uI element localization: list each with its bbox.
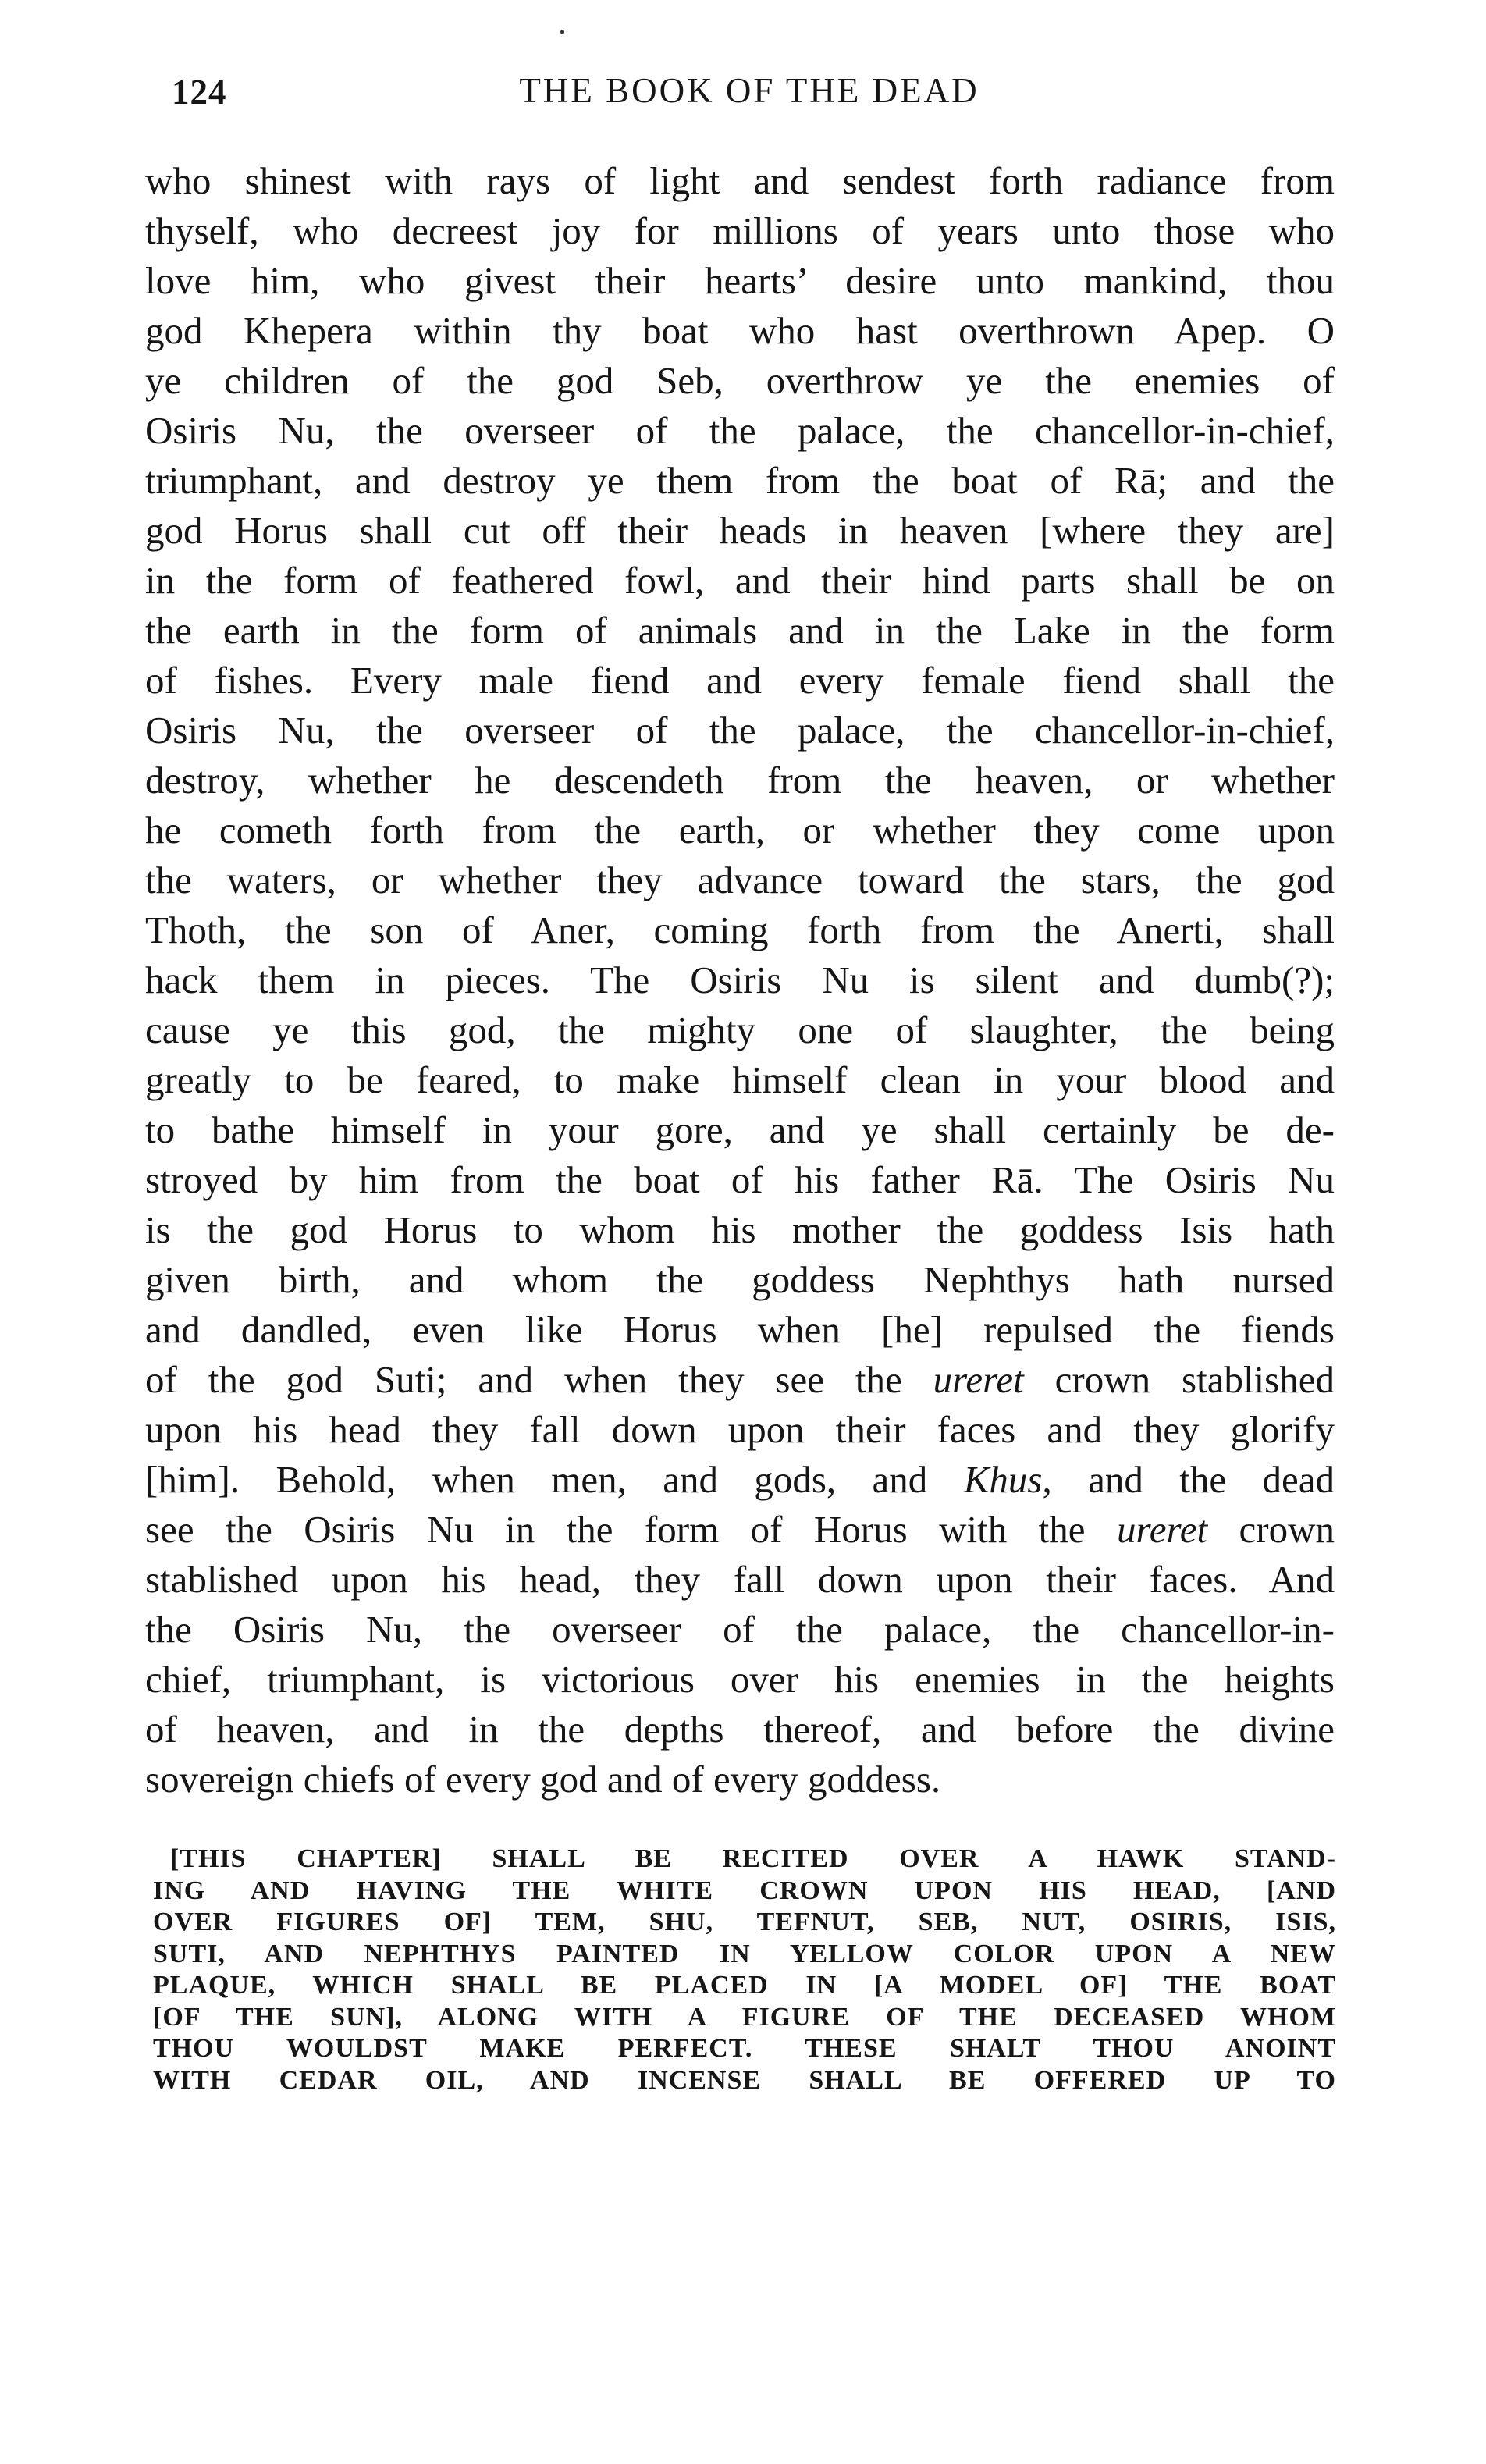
body-line: upon his head they fall down upon their faces and they glorify	[145, 1408, 1335, 1451]
page-number: 124	[172, 73, 227, 112]
body-line: Thoth, the son of Aner, coming forth from the Anerti, shall	[145, 908, 1335, 951]
body-line: destroy, whether he descendeth from the heaven, or whether	[145, 759, 1335, 802]
body-line: the Osiris Nu, the overseer of the palace, the chancellor-in-	[145, 1608, 1335, 1651]
body-line: the earth in the form of animals and in the Lake in the form	[145, 609, 1335, 652]
body-line: stablished upon his head, they fall down upon their faces. And	[145, 1558, 1335, 1601]
rubric-line: [THIS CHAPTER] SHALL BE RECITED OVER A HAWK STAND-	[170, 1844, 1336, 1873]
body-line: of the god Suti; and when they see the ureret crown stablished	[145, 1358, 1335, 1401]
body-line: hack them in pieces. The Osiris Nu is silent and dumb(?);	[145, 958, 1335, 1001]
rubric-line: [OF THE SUN], ALONG WITH A FIGURE OF THE DECEASED WHOM	[153, 2002, 1336, 2032]
body-line: god Khepera within thy boat who hast overthrown Apep. O	[145, 309, 1335, 352]
body-line: in the form of feathered fowl, and their hind parts shall be on	[145, 559, 1335, 602]
body-line: is the god Horus to whom his mother the goddess Isis hath	[145, 1208, 1335, 1251]
rubric-line: SUTI, AND NEPHTHYS PAINTED IN YELLOW COLOR UPON A NEW	[153, 1939, 1336, 1968]
body-line: greatly to be feared, to make himself clean in your blood and	[145, 1058, 1335, 1101]
body-line: ye children of the god Seb, overthrow ye the enemies of	[145, 359, 1335, 402]
body-line: and dandled, even like Horus when [he] repulsed the fiends	[145, 1308, 1335, 1351]
body-line: of heaven, and in the depths thereof, and before the divine	[145, 1708, 1335, 1751]
body-line: god Horus shall cut off their heads in heaven [where they are]	[145, 509, 1335, 552]
body-line: sovereign chiefs of every god and of every goddess.	[145, 1758, 941, 1801]
rubric-line: OVER FIGURES OF] TEM, SHU, TEFNUT, SEB, NUT, OSIRIS, ISIS,	[153, 1908, 1336, 1936]
body-line: given birth, and whom the goddess Nephthys hath nursed	[145, 1258, 1335, 1301]
body-line: cause ye this god, the mighty one of slaughter, the being	[145, 1008, 1335, 1051]
body-line: [him]. Behold, when men, and gods, and Khus, and the dead	[145, 1458, 1335, 1501]
rubric-line: THOU WOULDST MAKE PERFECT. THESE SHALT THOU ANOINT	[153, 2034, 1336, 2063]
body-line: see the Osiris Nu in the form of Horus with the ureret crown	[145, 1508, 1335, 1551]
body-line: thyself, who decreest joy for millions of years unto those who	[145, 209, 1335, 252]
body-line: chief, triumphant, is victorious over his enemies in the heights	[145, 1658, 1335, 1701]
body-line: of fishes. Every male fiend and every female fiend shall the	[145, 659, 1335, 702]
rubric-line: ING AND HAVING THE WHITE CROWN UPON HIS HEAD, [AND	[153, 1876, 1336, 1905]
body-line: love him, who givest their hearts’ desire unto mankind, thou	[145, 259, 1335, 302]
rubric-line: PLAQUE, WHICH SHALL BE PLACED IN [A MODEL OF] THE BOAT	[153, 1971, 1336, 2000]
body-line: Osiris Nu, the overseer of the palace, the chancellor-in-chief,	[145, 409, 1335, 452]
body-line: to bathe himself in your gore, and ye shall certainly be de-	[145, 1108, 1335, 1151]
body-line: the waters, or whether they advance toward the stars, the god	[145, 859, 1335, 901]
body-line: stroyed by him from the boat of his father Rā. The Osiris Nu	[145, 1158, 1335, 1201]
body-line: who shinest with rays of light and sendest forth radiance from	[145, 159, 1335, 202]
body-line: he cometh forth from the earth, or whether they come upon	[145, 809, 1335, 852]
body-line: triumphant, and destroy ye them from the boat of Rā; and the	[145, 459, 1335, 502]
print-speck	[560, 30, 564, 34]
body-paragraph	[145, 156, 1335, 1804]
rubric-line: WITH CEDAR OIL, AND INCENSE SHALL BE OFFERED UP TO	[153, 2065, 1336, 2095]
body-line: Osiris Nu, the overseer of the palace, the chancellor-in-chief,	[145, 709, 1335, 752]
rubric-paragraph	[153, 1844, 1336, 2096]
running-head: THE BOOK OF THE DEAD	[519, 71, 979, 110]
